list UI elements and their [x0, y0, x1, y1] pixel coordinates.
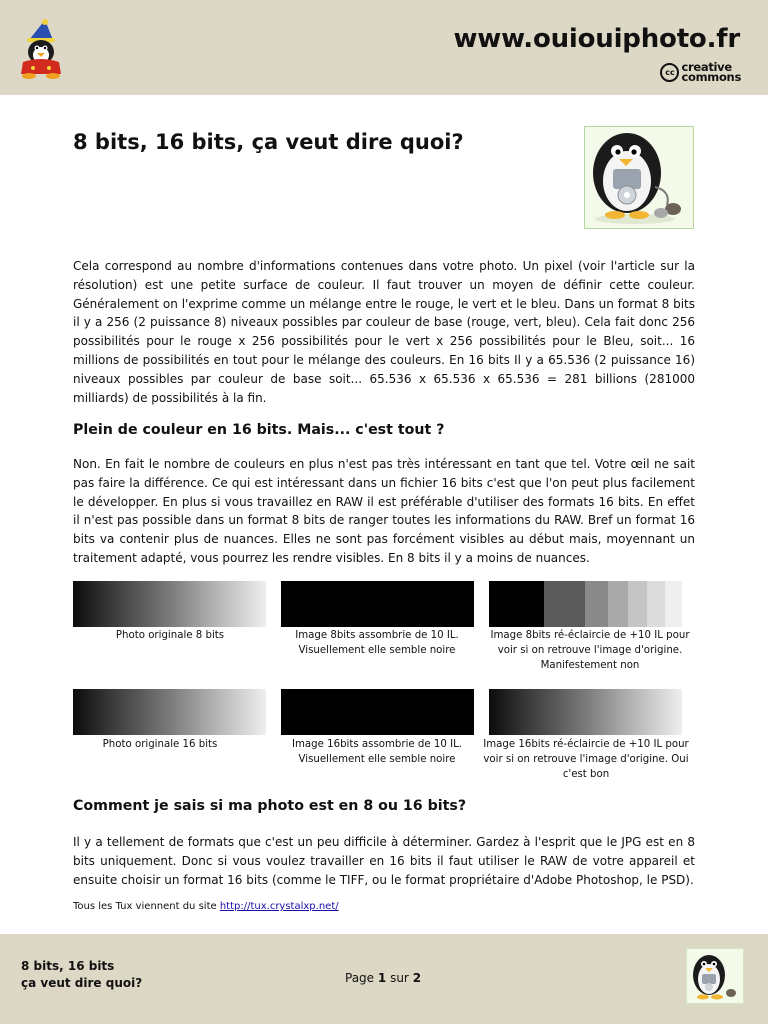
figure-caption: Image 8bits ré-éclaircie de +10 IL pour voir si on retrouve l'image d'origine. Manifestement non	[490, 630, 690, 671]
tux-ipod-icon	[687, 949, 743, 1003]
section-heading-16bits: Plein de couleur en 16 bits. Mais... c'est tout ?	[73, 422, 445, 438]
gradient-brightened-16bits	[489, 689, 682, 735]
footer-title: 8 bits, 16 bits ça veut dire quoi?	[21, 959, 143, 990]
gradient-original-8bits	[73, 581, 266, 627]
creative-commons-text: creative commons	[681, 60, 741, 84]
tux-site-link[interactable]: http://tux.crystalxp.net/	[219, 901, 339, 912]
gradient-original-16bits	[73, 689, 266, 735]
tux-ipod-icon	[585, 127, 693, 228]
creative-commons-icon: cc	[660, 63, 679, 82]
section-heading-format: Comment je sais si ma photo est en 8 ou 16 bits?	[73, 798, 467, 814]
section-paragraph-16bits: Non. En fait le nombre de couleurs en plus n'est pas très intéressant en tant que tel. Votre œil ne sait pas faire la différence. Ce qui est intéressant dans un fichier 16 bits c'est que l'on peut plus facilement le développer. En plus si vous travaillez en RAW il est préférable d'utiliser des formats 16 bits. En effet il n'est pas possible dans un format 8 bits de ranger toutes les informations du RAW. Bref un format 16 bits va contenir plus de nuances. Elles ne sont pas forcément visibles au début mais, moyennant un traitement adapté, vous pourrez les rendre visibles. En 8 bits il y a moins de nuances.	[73, 457, 695, 565]
tux-ipod-illustration	[584, 126, 694, 229]
page-title: 8 bits, 16 bits, ça veut dire quoi?	[73, 130, 464, 154]
gradient-darkened-16bits	[281, 689, 474, 735]
figure-caption: Image 16bits assombrie de 10 IL. Visuellement elle semble noire	[291, 739, 463, 765]
page-number: Page 1 sur 2	[345, 971, 422, 985]
figure-caption: Photo originale 8 bits	[115, 630, 225, 641]
figure-caption: Image 16bits ré-éclaircie de +10 IL pour voir si on retrouve l'image d'origine. Oui c'est bon	[483, 739, 689, 780]
site-url[interactable]: www.ouiouiphoto.fr	[453, 24, 740, 54]
figure-caption: Photo originale 16 bits	[102, 739, 218, 750]
footer-tux-illustration	[686, 948, 744, 1004]
gradient-brightened-8bits	[489, 581, 682, 627]
gradient-darkened-8bits	[281, 581, 474, 627]
figure-caption: Image 8bits assombrie de 10 IL. Visuellement elle semble noire	[295, 630, 459, 656]
page-footer	[0, 934, 768, 1024]
wizard-tux-logo	[15, 18, 67, 80]
creative-commons-badge[interactable]	[660, 61, 741, 83]
page-header	[0, 0, 768, 95]
intro-paragraph: Cela correspond au nombre d'informations contenues dans votre photo. Un pixel (voir l'article sur la résolution) est une petite surface de couleur. Il faut trouver un moyen de définir cette couleur. Généralement on l'exprime comme un mélange entre le rouge, le vert et le bleu. Dans un format 8 bits il y a 256 (2 puissance 8) niveaux possibles par couleur de base (rouge, vert, bleu). Cela fait donc 256 possibilités pour le rouge x 256 possibilités pour le vert x 256 possibilités pour le Bleu, soit... 16 millions de possibilités en tout pour le mélange des couleurs. En 16 bits Il y a 65.536 (2 puissance 16) niveaux possibles par couleur de base soit... 65.536 x 65.536 x 65.536 = 281 billions (281000 milliards) de possibilités à la fin.	[73, 259, 695, 405]
tux-credit: Tous les Tux viennent du site http://tux.crystalxp.net/	[73, 901, 339, 912]
section-paragraph-format: Il y a tellement de formats que c'est un peu difficile à déterminer. Gardez à l'esprit que le JPG est en 8 bits uniquement. Donc si vous voulez travailler en 16 bits il faut utiliser le RAW de votre appareil et ensuite choisir un format 16 bits (comme le TIFF, ou le format propriétaire d'Adobe Photoshop, le PSD).	[73, 835, 695, 887]
